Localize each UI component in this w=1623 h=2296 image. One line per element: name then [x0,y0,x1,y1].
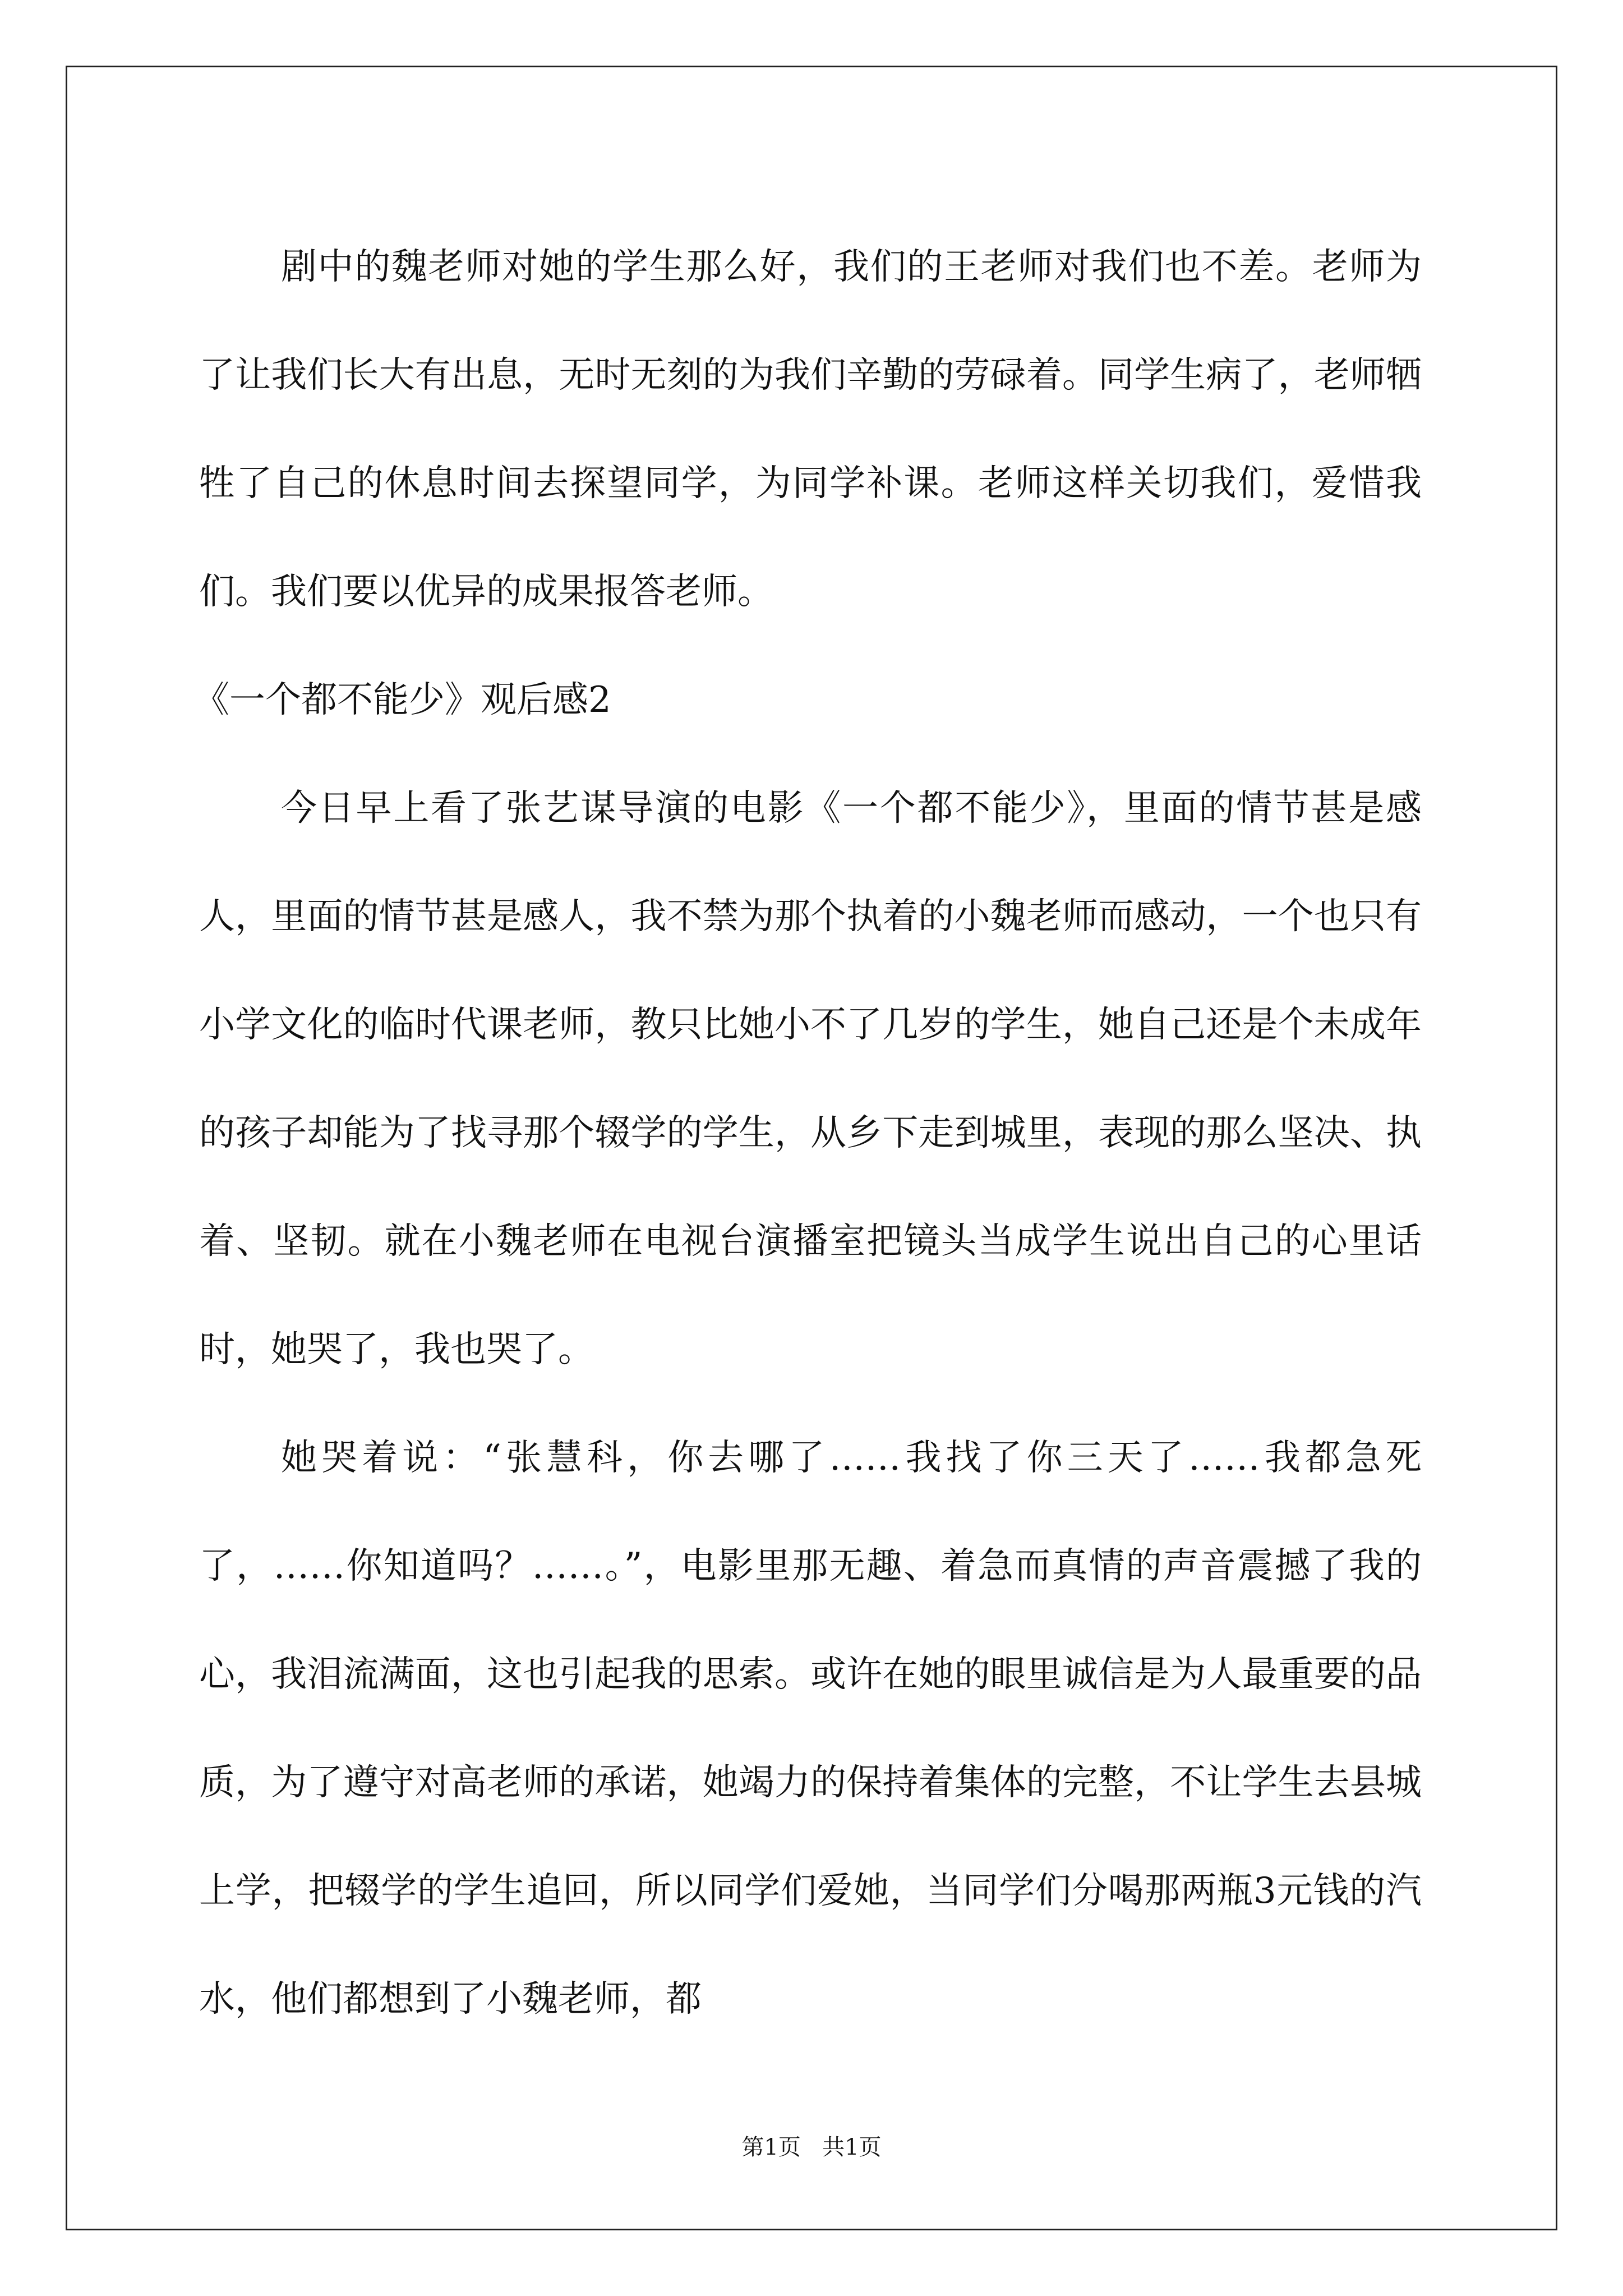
page-footer [0,2133,1623,2161]
paragraph-3: 她哭着说：“张慧科，你去哪了……我找了你三天了……我都急死了，……你知道吗？……。”，电影里那无趣、着急而真情的声音震撼了我的心，我泪流满面，这也引起我的思索。或许在她的眼里诚信是为人最重要的品质，为了遵守对高老师的承诺，她竭力的保持着集体的完整，不让学生去县城上学，把辍学的学生追回，所以同学们爱她，当同学们分喝那两瓶3元钱的汽水，他们都想到了小魏老师，都 [199,1437,1422,2020]
section-heading: 《一个都不能少》观后感2 [193,679,611,721]
paragraph-1: 剧中的魏老师对她的学生那么好，我们的王老师对我们也不差。老师为了让我们长大有出息，无时无刻的为我们辛勤的劳碌着。同学生病了，老师牺牲了自己的休息时间去探望同学，为同学补课。老师这样关切我们，爱惜我们。我们要以优异的成果报答老师。 [199,246,1422,613]
page-number: 第1页 [741,2134,801,2160]
document-body [193,213,1422,2054]
page-total: 共1页 [822,2134,882,2160]
paragraph-2: 今日早上看了张艺谋导演的电影《一个都不能少》，里面的情节甚是感人，里面的情节甚是感人，我不禁为那个执着的小魏老师而感动，一个也只有小学文化的临时代课老师，教只比她小不了几岁的学生，她自己还是个未成年的孩子却能为了找寻那个辍学的学生，从乡下走到城里，表现的那么坚决、执着、坚韧。就在小魏老师在电视台演播室把镜头当成学生说出自己的心里话时，她哭了，我也哭了。 [199,788,1422,1370]
